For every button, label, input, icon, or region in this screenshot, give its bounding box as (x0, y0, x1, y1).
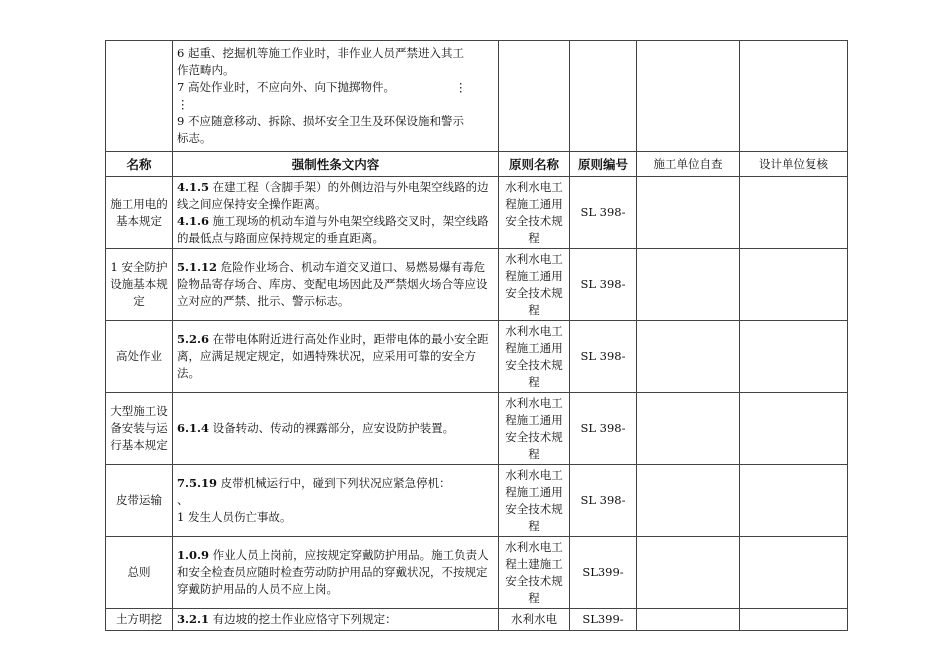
row-std-name-cell: 水利水电 (499, 609, 570, 631)
table-row (106, 537, 848, 609)
header-std-name: 原则名称 (499, 152, 570, 177)
clause-paragraph (177, 179, 494, 213)
clause-paragraph (177, 331, 494, 382)
row-review-cell (740, 609, 848, 631)
row-std-code-cell: SL 398- (570, 249, 637, 321)
row-review-cell (740, 321, 848, 393)
row-self-check-cell (637, 393, 740, 465)
clause-text: 设备转动、传动的裸露部分，应安设防护装置。 (209, 421, 455, 435)
row-name-cell: 高处作业 (106, 321, 173, 393)
clause-text: 施工现场的机动车道与外电架空线路交叉时，架空线路的最低点与路面应保持规定的垂直距离。 (177, 213, 489, 245)
row-content-cell (173, 465, 499, 537)
clause-number: 4.1.5 (177, 179, 210, 194)
clause-text: 作业人员上岗前，应按规定穿戴防护用品。施工负责人和安全检查员应随时检查劳动防护用品的穿戴状况，不按规定穿戴防护用品的人员不应上岗。 (177, 548, 489, 596)
row-std-name-cell: 水利水电工程施工通用安全技术规程 (499, 393, 570, 465)
row-std-name-cell: 水利水电工程施工通用安全技术规程 (499, 321, 570, 393)
clause-number: 6.1.4 (177, 421, 210, 435)
row-review-cell (740, 249, 848, 321)
clause-number: 4.1.6 (177, 213, 210, 228)
header-row (106, 152, 848, 177)
ellipsis-mark: ⋮ (454, 80, 467, 94)
row-self-check-cell (637, 177, 740, 249)
row-review-cell (740, 177, 848, 249)
clause-paragraph (177, 611, 494, 628)
row-content-cell (173, 393, 499, 465)
row-std-code-cell: SL 398- (570, 177, 637, 249)
row-std-code-cell: SL 398- (570, 321, 637, 393)
clause-text: 1 发生人员伤亡事故。 (177, 510, 292, 524)
row-name-cell: 大型施工设备安装与运行基本规定 (106, 393, 173, 465)
header-std-code: 原则编号 (570, 152, 637, 177)
header-review: 设计单位复核 (740, 152, 848, 177)
row-self-check-cell (637, 321, 740, 393)
header-name: 名称 (106, 152, 173, 177)
row-std-name-cell: 水利水电工程施工通用安全技术规程 (499, 249, 570, 321)
table-row (106, 393, 848, 465)
clause-text: 危险作业场合、机动车道交叉道口、易燃易爆有毒危险物品寄存场合、库房、变配电场因此及严禁烟火场合等应设立对应的严禁、批示、警示标志。 (177, 260, 488, 308)
table-row (106, 609, 848, 631)
top-continuation-row (106, 41, 848, 152)
row-std-code-cell: SL 398- (570, 393, 637, 465)
table-row (106, 249, 848, 321)
clause-paragraph (177, 259, 494, 310)
row-content-cell (173, 249, 499, 321)
row-review-cell (740, 465, 848, 537)
clause-paragraph (177, 213, 494, 247)
row-name-cell: 施工用电的基本规定 (106, 177, 173, 249)
table-row (106, 465, 848, 537)
table-row (106, 321, 848, 393)
header-content: 强制性条文内容 (173, 152, 499, 177)
row-name-cell: 皮带运输 (106, 465, 173, 537)
standards-table (105, 40, 848, 631)
clause-text: 有边坡的挖土作业应恪守下列规定： (209, 612, 397, 626)
top-content-cell (173, 41, 499, 152)
clause-number: 7.5.19 (177, 476, 218, 490)
row-self-check-cell (637, 609, 740, 631)
row-content-cell (173, 537, 499, 609)
clause-number: 3.2.1 (177, 612, 210, 626)
row-content-cell (173, 177, 499, 249)
row-std-code-cell: SL399- (570, 537, 637, 609)
top-name-cell (106, 41, 173, 152)
clause-text: 皮带机械运行中，碰到下列状况应紧急停机： (217, 476, 451, 490)
row-std-name-cell: 水利水电工程施工通用安全技术规程 (499, 465, 570, 537)
top-line: 作范畴内。 (177, 63, 235, 77)
top-line: 9 不应随意移动、拆除、损坏安全卫生及环保设施和警示 (177, 114, 464, 128)
row-self-check-cell (637, 249, 740, 321)
clause-paragraph (177, 475, 494, 492)
clause-text: 、 (177, 493, 189, 507)
clause-number: 5.1.12 (177, 260, 218, 274)
row-review-cell (740, 537, 848, 609)
clause-text: 在带电体附近进行高处作业时，距带电体的最小安全距离，应满足规定规定，如遇特殊状况，应采用可靠的安全方法。 (177, 332, 489, 380)
row-std-code-cell: SL399- (570, 609, 637, 631)
row-content-cell (173, 609, 499, 631)
top-line: 标志。 (177, 131, 212, 145)
clause-paragraph (177, 492, 494, 509)
row-review-cell (740, 393, 848, 465)
row-name-cell: 1 安全防护设施基本规定 (106, 249, 173, 321)
top-line: 7 高处作业时，不应向外、向下抛掷物件。 ⋮ (177, 80, 467, 94)
row-name-cell: 土方明挖 (106, 609, 173, 631)
clause-number: 1.0.9 (177, 548, 210, 562)
clause-paragraph (177, 420, 494, 437)
ellipsis-mark: ⋮ (177, 97, 189, 111)
row-name-cell: 总则 (106, 537, 173, 609)
row-self-check-cell (637, 465, 740, 537)
header-self-check: 施工单位自查 (637, 152, 740, 177)
clause-number: 5.2.6 (177, 332, 210, 346)
row-self-check-cell (637, 537, 740, 609)
clause-paragraph (177, 509, 494, 526)
top-line: 6 起重、挖掘机等施工作业时，非作业人员严禁进入其工 (177, 46, 464, 60)
row-std-code-cell: SL 398- (570, 465, 637, 537)
row-std-name-cell: 水利水电工程施工通用安全技术规程 (499, 177, 570, 249)
table-row (106, 177, 848, 249)
row-content-cell (173, 321, 499, 393)
clause-paragraph (177, 547, 494, 598)
row-std-name-cell: 水利水电工程土建施工安全技术规程 (499, 537, 570, 609)
clause-text: 在建工程（含脚手架）的外侧边沿与外电架空线路的边线之间应保持安全操作距离。 (177, 179, 489, 211)
